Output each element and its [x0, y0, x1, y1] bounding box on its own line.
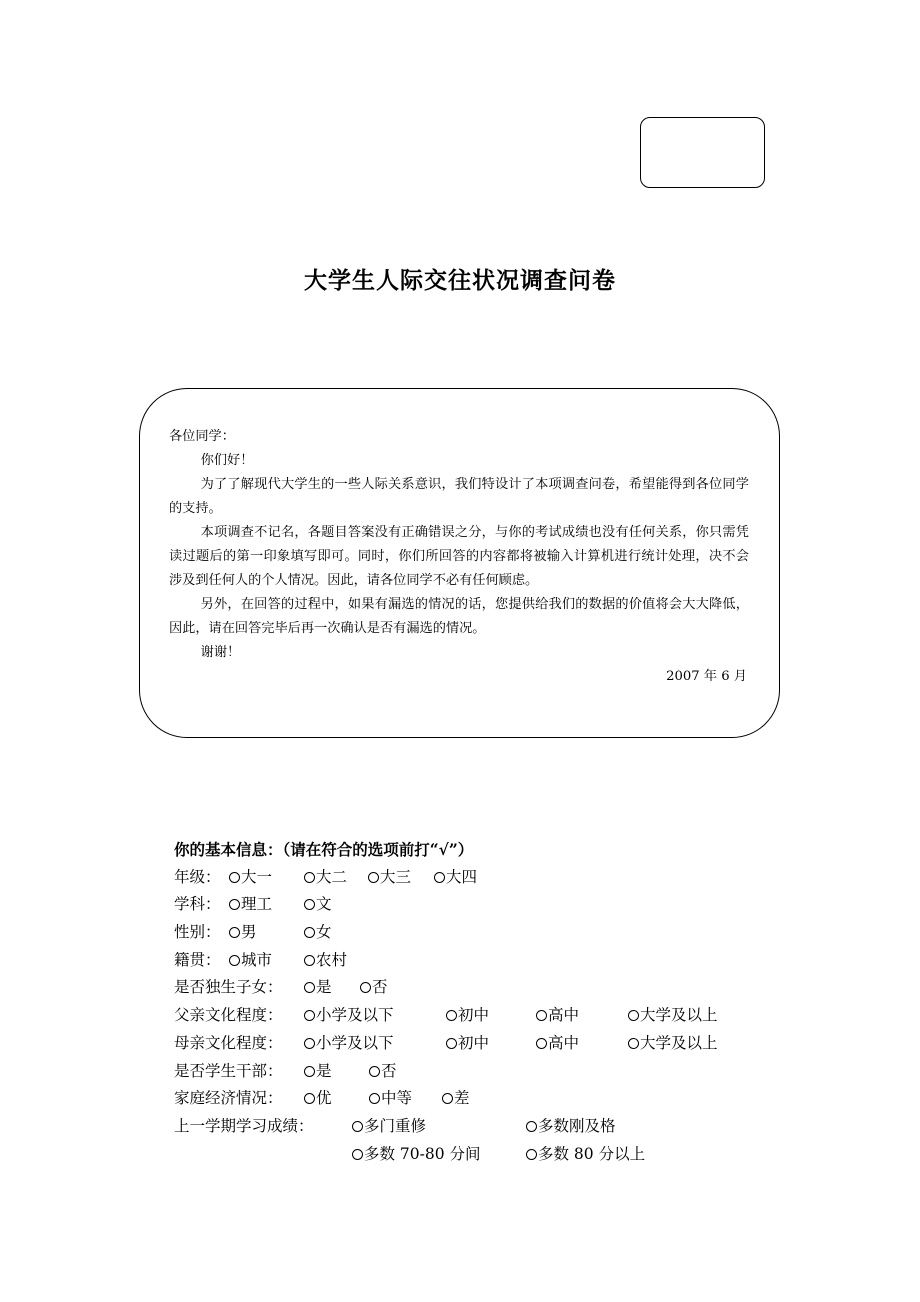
- radio-circle-icon: [446, 1010, 457, 1021]
- option-radio[interactable]: 多门重修: [352, 1113, 426, 1141]
- radio-circle-icon: [304, 982, 315, 993]
- question-last-term-grades: [174, 1113, 616, 1141]
- radio-circle-icon: [628, 1038, 639, 1049]
- radio-circle-icon: [434, 872, 445, 883]
- radio-circle-icon: [304, 1038, 315, 1049]
- id-number-box[interactable]: [640, 117, 765, 188]
- radio-circle-icon: [304, 1066, 315, 1077]
- radio-circle-icon: [368, 872, 379, 883]
- option-radio[interactable]: 否: [360, 974, 388, 1002]
- radio-circle-icon: [536, 1010, 547, 1021]
- option-radio[interactable]: 城市: [229, 947, 272, 975]
- option-radio[interactable]: 大二: [304, 864, 347, 892]
- intro-hello: 你们好！: [200, 453, 254, 468]
- intro-paragraph: 本项调查不记名，各题目答案没有正确错误之分，与你的考试成绩也没有任何关系，你只需凭读过题后的第一印象填写即可。同时，你们所回答的内容都将被输入计算机进行统计处理，决不会涉及到任何人的个人情况。因此，请各位同学不必有任何顾虑。: [169, 525, 749, 588]
- radio-circle-icon: [369, 1066, 380, 1077]
- option-radio[interactable]: 多数刚及格: [526, 1113, 616, 1141]
- question-label: 父亲文化程度：: [174, 1006, 283, 1025]
- question-label: 籍贯：: [174, 950, 221, 969]
- radio-circle-icon: [229, 955, 240, 966]
- intro-letter-box: [139, 388, 780, 738]
- radio-circle-icon: [526, 1121, 537, 1132]
- question-father-education: [174, 1002, 718, 1030]
- option-radio[interactable]: 中等: [369, 1085, 412, 1113]
- radio-circle-icon: [360, 982, 371, 993]
- radio-circle-icon: [304, 1010, 315, 1021]
- question-family-economy: [174, 1085, 473, 1113]
- option-radio[interactable]: 女: [304, 919, 332, 947]
- radio-circle-icon: [526, 1149, 537, 1160]
- question-label: 家庭经济情况：: [174, 1089, 283, 1108]
- question-label: 是否学生干部：: [174, 1061, 283, 1080]
- option-radio[interactable]: 文: [304, 891, 332, 919]
- option-radio[interactable]: 大四: [434, 864, 477, 892]
- radio-circle-icon: [304, 1093, 315, 1104]
- question-label: 学科：: [174, 895, 221, 914]
- question-only-child: [174, 974, 473, 1002]
- radio-circle-icon: [229, 872, 240, 883]
- option-radio[interactable]: 是: [304, 974, 332, 1002]
- intro-thanks: 谢谢！: [200, 645, 241, 660]
- option-radio[interactable]: 高中: [536, 1002, 579, 1030]
- radio-circle-icon: [536, 1038, 547, 1049]
- option-radio[interactable]: 小学及以下: [304, 1030, 394, 1058]
- question-label: 上一学期学习成绩：: [174, 1116, 314, 1135]
- option-radio[interactable]: 农村: [304, 947, 347, 975]
- radio-circle-icon: [304, 955, 315, 966]
- basic-info-section: [174, 836, 718, 1168]
- question-origin: [174, 947, 473, 975]
- radio-circle-icon: [369, 1093, 380, 1104]
- question-last-term-grades-continued: [174, 1141, 646, 1169]
- basic-info-heading: 你的基本信息：（请在符合的选项前打“√”）: [174, 840, 474, 859]
- radio-circle-icon: [352, 1149, 363, 1160]
- intro-paragraph: 为了了解现代大学生的一些人际关系意识，我们特设计了本项调查问卷，希望能得到各位同学的支持。: [169, 477, 749, 516]
- option-radio[interactable]: 是: [304, 1058, 332, 1086]
- option-radio[interactable]: 多数 80 分以上: [526, 1141, 645, 1169]
- question-gender: [174, 919, 473, 947]
- option-radio[interactable]: 多数 70-80 分间: [352, 1141, 481, 1169]
- option-radio[interactable]: 初中: [446, 1002, 489, 1030]
- radio-circle-icon: [442, 1093, 453, 1104]
- option-radio[interactable]: 否: [369, 1058, 397, 1086]
- option-radio[interactable]: 大三: [368, 864, 411, 892]
- radio-circle-icon: [229, 927, 240, 938]
- radio-circle-icon: [304, 899, 315, 910]
- intro-greeting: 各位同学：: [169, 429, 235, 444]
- option-radio[interactable]: 小学及以下: [304, 1002, 394, 1030]
- option-radio[interactable]: 高中: [536, 1030, 579, 1058]
- radio-circle-icon: [446, 1038, 457, 1049]
- radio-circle-icon: [304, 927, 315, 938]
- question-label: 性别：: [174, 923, 221, 942]
- question-discipline: [174, 891, 473, 919]
- option-radio[interactable]: 大学及以上: [628, 1002, 718, 1030]
- radio-circle-icon: [352, 1121, 363, 1132]
- option-radio[interactable]: 大学及以上: [628, 1030, 718, 1058]
- radio-circle-icon: [229, 899, 240, 910]
- option-radio[interactable]: 男: [229, 919, 257, 947]
- option-radio[interactable]: 理工: [229, 891, 272, 919]
- option-radio[interactable]: 优: [304, 1085, 332, 1113]
- option-radio[interactable]: 初中: [446, 1030, 489, 1058]
- question-grade: [174, 864, 478, 892]
- question-mother-education: [174, 1030, 718, 1058]
- question-label: 母亲文化程度：: [174, 1033, 283, 1052]
- question-label: 年级：: [174, 867, 221, 886]
- radio-circle-icon: [628, 1010, 639, 1021]
- radio-circle-icon: [304, 872, 315, 883]
- option-radio[interactable]: 差: [442, 1085, 470, 1113]
- question-label: 是否独生子女：: [174, 978, 283, 997]
- intro-date: 2007 年 6 月: [666, 669, 747, 684]
- page-title: 大学生人际交往状况调查问卷: [304, 267, 616, 294]
- option-radio[interactable]: 大一: [229, 864, 272, 892]
- question-student-cadre: [174, 1058, 473, 1086]
- intro-paragraph: 另外，在回答的过程中，如果有漏选的情况的话，您提供给我们的数据的价值将会大大降低，因此，请在回答完毕后再一次确认是否有漏选的情况。: [169, 597, 749, 636]
